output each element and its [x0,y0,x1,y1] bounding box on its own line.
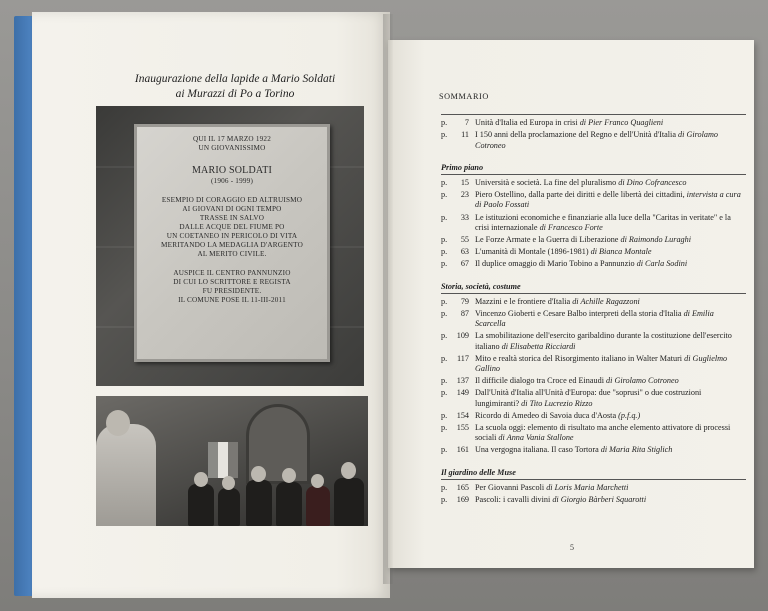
entry-page-prefix: p. [441,495,448,505]
section-rule [441,174,746,175]
audience-person [306,486,330,526]
entry-page-number: 15 [460,178,469,188]
entry-author: di Loris Maria Marchetti [546,482,629,492]
entry-page-prefix: p. [441,259,448,269]
entry-page-prefix: p. [441,190,448,200]
entry-text [475,178,746,188]
entry-page-prefix: p. [441,388,448,398]
entry-title: I 150 anni della proclamazione del Regno e dell'Unità d'Italia [475,130,679,140]
toc-entry [441,259,746,269]
entry-text [475,213,746,233]
section-rule [441,114,746,115]
entry-author: di Guglielmo Gallino [475,353,728,374]
plaque-dates: (1906 - 1999) [210,177,254,185]
entry-page-number: 11 [461,130,469,140]
plaque-text: IL COMUNE POSE IL 11-III-2011 [178,296,286,304]
entry-page-prefix: p. [441,309,448,319]
entry-author: di Bianca Montale [590,247,652,257]
toc-entry [441,297,746,307]
entry-author: di Maria Rita Stiglich [600,445,673,455]
toc-entry [441,130,746,150]
entry-page-number: 109 [456,331,469,341]
entry-page-number: 154 [456,410,469,420]
entry-page-number: 155 [456,423,469,433]
entry-page-prefix: p. [441,212,448,222]
section-title: Primo piano [441,162,484,172]
entry-text [475,376,746,386]
entry-title: Il duplice omaggio di Mario Tobino a Pannunzio [475,259,637,269]
plaque-text: AL MERITO CIVILE. [197,250,267,258]
entry-page-prefix: p. [441,296,448,306]
entry-page-number: 169 [456,495,469,505]
toc-intro [441,118,746,151]
photo-caption [100,72,370,102]
plaque-text: DI CUI LO SCRITTORE E REGISTA [173,278,291,286]
entry-page-number: 165 [456,482,469,492]
entry-text [475,130,746,150]
toc-entry [441,376,746,386]
entry-page-prefix: p. [441,376,448,386]
toc-entry [441,190,746,210]
entry-author: di Carla Sodini [636,259,688,269]
plaque-name: MARIO SOLDATI [191,165,273,176]
plaque-text: QUI IL 17 MARZO 1922 [193,135,271,143]
entry-title: L'umanità di Montale (1896-1981) [475,247,591,257]
entry-author: intervista a cura di Paolo Fossati [475,190,741,210]
entry-author: di Girolamo Cotroneo [606,376,679,386]
entry-title: Le istituzioni economiche e finanziarie alla luce della "Caritas in veritate" e la crisi internazionale [475,212,731,232]
toc-entry [441,178,746,188]
entry-text [475,297,746,307]
entry-page-prefix: p. [441,445,448,455]
entry-page-number: 55 [460,235,469,245]
section-title: Storia, società, costume [441,281,521,291]
toc-entry [441,235,746,245]
entry-text [475,445,746,455]
entry-title: Per Giovanni Pascoli [475,482,547,492]
person-head [222,476,235,490]
speaker-head [106,410,130,436]
entry-title: Dall'Unità d'Italia all'Unità d'Europa: due "soprusi" o due costruzioni lungimiranti? [475,388,702,408]
entry-title: Università e società. La fine del pluralismo [475,178,619,188]
entry-title: Le Forze Armate e la Guerra di Liberazione [475,235,621,245]
entry-page-number: 87 [460,309,469,319]
plaque-text: UN COETANEO IN PERICOLO DI VITA [166,232,298,240]
entry-author: di Dino Cofrancesco [618,178,687,188]
entry-text [475,259,746,269]
entry-page-prefix: p. [441,235,448,245]
caption-line: Inaugurazione della lapide a Mario Soldati [134,73,336,85]
entry-title: Una vergogna italiana. Il caso Tortora [475,445,601,455]
entry-text [475,247,746,257]
entry-title: La smobilitazione dell'esercito garibaldino durante la costituzione dell'esercito italiano [475,331,732,351]
plaque-text: FU PRESIDENTE. [202,287,262,295]
entry-text [475,235,746,245]
caption-line: ai Murazzi di Po a Torino [175,88,295,100]
toc-entry [441,423,746,443]
audience-person [218,488,240,526]
audience-person [188,484,214,526]
entry-title: Unità d'Italia ed Europa in crisi [475,118,580,128]
person-head [341,462,356,479]
toc-entry [441,445,746,455]
entry-page-prefix: p. [441,423,448,433]
entry-title: Ricordo di Amedeo di Savoia duca d'Aosta [475,410,619,420]
toc-entry [441,354,746,374]
speaker-figure [96,424,156,526]
entry-text [475,423,746,443]
audience-person [276,482,302,526]
entry-text [475,411,746,421]
person-head [194,472,208,487]
entry-page-number: 79 [460,296,469,306]
entry-page-number: 149 [456,388,469,398]
entry-title: Piero Ostellino, dalla parte dei diritti e delle libertà dei cittadini, [475,190,687,200]
entry-page-number: 33 [460,212,469,222]
plaque-text: TRASSE IN SALVO [199,214,265,222]
flag-stripe [218,442,228,478]
entry-author: di Giorgio Bàrberi Squarotti [552,495,647,505]
audience-person [246,480,272,526]
entry-text [475,331,746,351]
section-rule [441,293,746,294]
entry-page-prefix: p. [441,178,448,188]
entry-page-prefix: p. [441,247,448,257]
toc-entry [441,411,746,421]
audience-person [334,478,364,526]
flag-stripe [208,442,218,478]
entry-page-prefix: p. [441,410,448,420]
entry-page-number: 117 [457,353,469,363]
plaque-photo [96,106,364,386]
entry-author: di Tito Lucrezio Rizzo [521,398,593,408]
entry-title: Pascoli: i cavalli divini [475,495,553,505]
entry-title: Mito e realtà storica del Risorgimento italiano in Walter Maturi [475,353,685,363]
entry-page-number: 63 [460,247,469,257]
ceremony-photo [96,396,368,526]
memorial-plaque [134,124,330,362]
entry-page-prefix: p. [441,130,448,140]
plaque-text: AUSPICE IL CENTRO PANNUNZIO [173,269,291,277]
entry-text [475,495,746,505]
entry-text [475,190,746,210]
plaque-text: AI GIOVANI DI OGNI TEMPO [182,205,282,213]
toc-entry [441,483,746,493]
entry-author: di Emilia Scarcella [475,309,714,329]
entry-author: di Raimondo Luraghi [620,235,691,245]
entry-page-number: 161 [456,445,469,455]
toc-entry [441,213,746,233]
toc-entry [441,247,746,257]
plaque-text: DALLE ACQUE DEL FIUME PO [179,223,285,231]
entry-author: di Pier Franco Quaglieni [579,118,664,128]
entry-author: di Achille Ragazzoni [572,296,640,306]
person-head [282,468,296,483]
person-head [311,474,324,488]
table-of-contents [441,92,746,507]
entry-author: di Elisabetta Ricciardi [501,341,576,351]
entry-page-number: 7 [464,118,469,128]
toc-entry [441,309,746,329]
flag-stripe [228,442,238,478]
entry-text [475,388,746,408]
section-rule [441,479,746,480]
entry-page-prefix: p. [441,118,448,128]
toc-entry [441,331,746,351]
page-number: 5 [570,543,574,552]
plaque-text: UN GIOVANISSIMO [198,144,266,152]
toc-entry [441,495,746,505]
entry-text [475,118,746,128]
toc-sections [441,163,746,505]
entry-page-prefix: p. [441,353,448,363]
entry-page-prefix: p. [441,482,448,492]
toc-entry [441,388,746,408]
entry-author: di Anna Vania Stallone [498,433,574,443]
entry-author: (p.f.q.) [618,410,641,420]
plaque-text: ESEMPIO DI CORAGGIO ED ALTRUISMO [161,196,303,204]
entry-author: di Girolamo Cotroneo [475,130,718,150]
entry-title: Il difficile dialogo tra Croce ed Einaudi [475,376,607,386]
toc-heading: SOMMARIO [439,92,489,101]
entry-text [475,309,746,329]
entry-text [475,354,746,374]
toc-entry [441,118,746,128]
entry-title: Mazzini e le frontiere d'Italia [475,296,573,306]
plaque-text: MERITANDO LA MEDAGLIA D'ARGENTO [161,241,303,249]
book-gutter [383,14,393,584]
entry-text [475,483,746,493]
entry-page-number: 137 [456,376,469,386]
person-head [251,466,266,482]
entry-page-number: 23 [460,190,469,200]
entry-page-number: 67 [460,259,469,269]
entry-page-prefix: p. [441,331,448,341]
section-title: Il giardino delle Muse [441,467,516,477]
entry-title: Vincenzo Gioberti e Cesare Balbo interpreti della storia d'Italia [475,309,684,319]
entry-author: di Francesco Forte [539,222,603,232]
entry-title: La scuola oggi: elemento di risultato ma anche elemento attivatore di processi sociali [475,423,731,443]
